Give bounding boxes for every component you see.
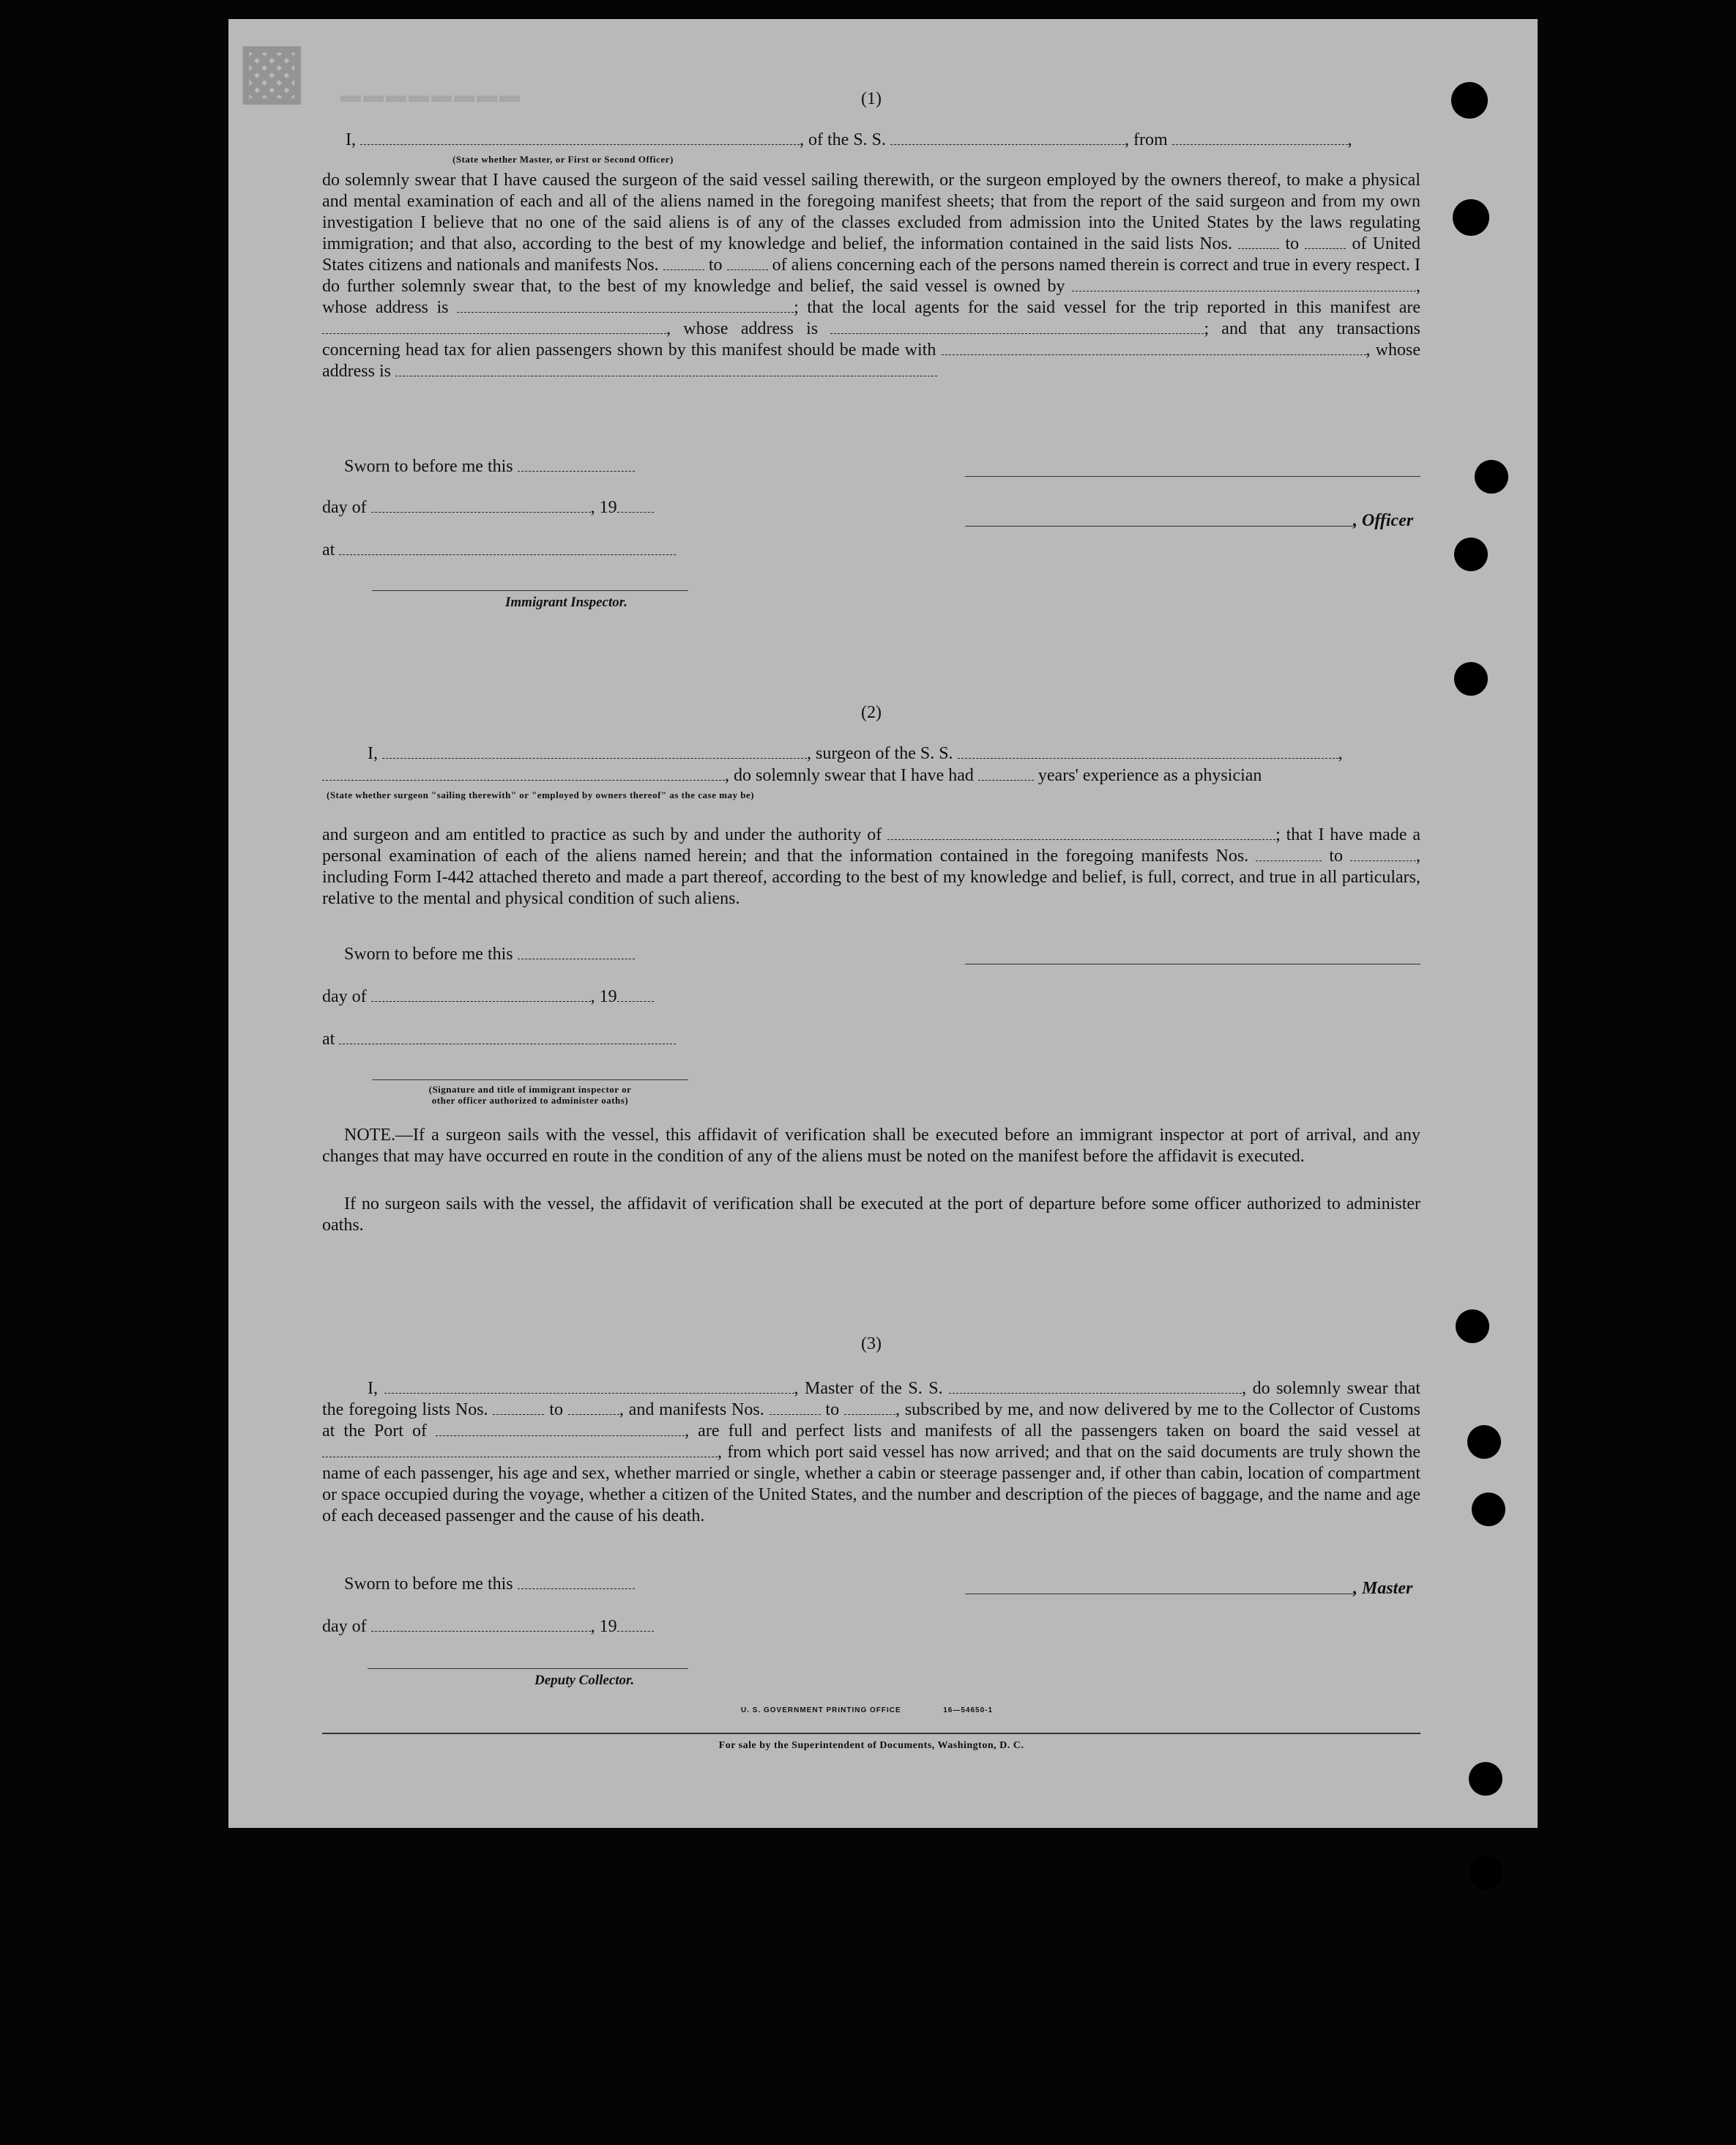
section-1-sworn-label: Sworn to before me this	[344, 457, 513, 476]
signature-caption-line-1: (Signature and title of immigrant inspector or	[428, 1084, 632, 1095]
surgeon-status-field[interactable]	[322, 767, 725, 781]
punch-hole	[1453, 199, 1489, 236]
section-1-at-field[interactable]	[339, 541, 676, 555]
practice-authority-field[interactable]	[887, 826, 1275, 840]
section-2-day-row	[322, 987, 654, 1007]
section-2-body-c: , including Form I-442 attached thereto and made a part thereof, according to the best of my knowledge and belief, is full, correct, and true in all particulars, relative to the mental and physical condition of such aliens.	[322, 847, 1421, 908]
punch-hole	[1469, 1856, 1502, 1889]
section-3-master-of: , Master of the S. S.	[794, 1379, 943, 1398]
section-1-body-c: of aliens concerning each of the persons named therein is correct and true in every respect. I do further solemnly swear that, to the best of my knowledge and belief, the said vessel is owned by	[322, 256, 1421, 296]
section-2-manifests-from-field[interactable]	[1256, 847, 1322, 861]
section-2-caption: (State whether surgeon "sailing therewith" or "employed by owners thereof" as the case may be)	[327, 789, 755, 800]
section-2-inspector-signature-line[interactable]	[372, 1079, 688, 1080]
bleed-through-text: ▬▬▬▬▬▬▬▬	[338, 83, 520, 106]
section-2-at-row	[322, 1030, 676, 1049]
section-2-body-b: that I have made a personal examination of each of the aliens named herein; and that the information contained in the foregoing manifests Nos.	[322, 825, 1421, 866]
section-1-year-field[interactable]	[617, 499, 654, 513]
section-2-header-line: I, , surgeon of the S. S. ,	[368, 744, 1343, 763]
note-text-1: —If a surgeon sails with the vessel, this affidavit of verification shall be executed before an immigrant inspector at port of arrival, and any changes that may have occurred en route in the condition of any of the aliens must be noted on the manifest before the affidavit is executed.	[322, 1126, 1420, 1166]
section-1-month-field[interactable]	[371, 499, 591, 513]
section-2-month-field[interactable]	[371, 988, 591, 1002]
section-2-manifests-to-field[interactable]	[1350, 847, 1416, 861]
section-3-sworn-day-field[interactable]	[518, 1575, 635, 1589]
punch-hole	[1475, 460, 1508, 494]
section-3-body-c: port said vessel has now arrived; and that on the said documents are truly shown the name of each passenger, his age and sex, whether married or single, whether a cabin or steerage passenger and, if other than cabin, location of compartment or space occupied during the voyage, whether a citizen of the United States, and the number and description of the pieces of baggage, and the name and age of each deceased passenger and the cause of his death.	[322, 1443, 1420, 1525]
section-1-body-b: of United States citizens and nationals and manifests Nos.	[322, 234, 1421, 275]
section-2-year-field[interactable]	[617, 988, 654, 1002]
section-3-swear-lists: swear that the foregoing lists Nos.	[322, 1379, 1421, 1419]
lists-to-field[interactable]	[1305, 235, 1346, 249]
deputy-collector-label: Deputy Collector.	[534, 1673, 635, 1688]
corner-stamp-mark: ▩	[237, 29, 316, 111]
section-1-body-d: ; that the local agents for the said vessel for the trip reported in this manifest are	[794, 298, 1420, 317]
punch-hole	[1467, 1425, 1501, 1459]
section-1-officer-line[interactable]	[965, 526, 1353, 527]
section-2-sworn-label: Sworn to before me this	[344, 945, 513, 964]
signature-caption-line-2: other officer authorized to administer oaths)	[431, 1095, 629, 1106]
section-1-body-e: , whose address is	[666, 319, 819, 338]
form-code: 16—54650-1	[943, 1706, 994, 1714]
section-3-day-row	[322, 1617, 654, 1637]
section-1-to-2: to	[708, 256, 723, 275]
section-2-signature-caption	[382, 1084, 678, 1106]
section-1-number: (1)	[861, 89, 882, 108]
section-3-to-2: to	[825, 1400, 840, 1419]
manifests-to-field[interactable]	[727, 256, 768, 270]
section-2-year-label: , 19	[590, 987, 617, 1006]
form-sheet	[228, 19, 1538, 1828]
section-3-and-manifests: , and manifests Nos.	[619, 1400, 764, 1419]
section-1-of-ss: , of the S. S.	[800, 130, 887, 149]
section-3-manifests-to-field[interactable]	[844, 1401, 895, 1415]
section-3-year-field[interactable]	[617, 1618, 654, 1632]
section-2-do-swear: , do solemnly swear that I have had	[725, 766, 974, 785]
boarding-port-field[interactable]	[322, 1443, 718, 1457]
section-1-whose-address-1: , whose address is	[322, 277, 1421, 317]
section-2-at-label: at	[322, 1030, 335, 1049]
section-1-header-line: I, , of the S. S. , from ,	[346, 130, 1352, 149]
agents-address-field[interactable]	[830, 320, 1204, 334]
section-1-at-row	[322, 540, 676, 560]
section-1-body	[322, 170, 1420, 382]
section-3-full-perfect: , are full and perfect lists and	[685, 1421, 916, 1440]
section-3-number: (3)	[861, 1334, 882, 1353]
section-2-note	[322, 1125, 1420, 1167]
vessel-name-field[interactable]	[890, 131, 1125, 145]
punch-hole	[1456, 1309, 1489, 1343]
manifests-from-field[interactable]	[663, 256, 704, 270]
section-1-whose-address-2: , whose address is	[322, 341, 1421, 381]
section-3-manifests-from-field[interactable]	[770, 1401, 821, 1415]
section-3-vessel-field[interactable]	[949, 1380, 1242, 1394]
section-1-sworn-row	[344, 457, 635, 477]
section-1-sworn-day-field[interactable]	[518, 458, 635, 472]
section-2-experience-line	[322, 766, 1420, 786]
head-tax-address-field[interactable]	[395, 363, 937, 376]
section-3-day-of-label: day of	[322, 1617, 367, 1636]
punch-hole	[1454, 538, 1488, 571]
section-3-subscribed: , subscribed by me, and now	[895, 1400, 1100, 1419]
surgeon-name-field[interactable]	[382, 745, 807, 759]
section-2-at-field[interactable]	[339, 1030, 676, 1044]
master-name-field[interactable]	[384, 1380, 794, 1394]
master-label: , Master	[1353, 1579, 1413, 1598]
port-of-collection-field[interactable]	[436, 1422, 685, 1436]
section-3-sworn-row	[344, 1575, 635, 1594]
punch-hole	[1472, 1492, 1505, 1526]
section-2-intro: I,	[368, 744, 378, 763]
immigrant-inspector-signature-line[interactable]	[372, 590, 688, 591]
section-2-body-a: and surgeon and am entitled to practice as such by and under the authority of	[322, 825, 882, 844]
punch-hole	[1451, 82, 1488, 119]
head-tax-party-field[interactable]	[942, 341, 1366, 355]
section-1-to-1: to	[1285, 234, 1300, 253]
printing-office-label	[741, 1706, 993, 1714]
for-sale-note: For sale by the Superintendent of Documents, Washington, D. C.	[718, 1740, 1024, 1751]
section-1-from: , from	[1125, 130, 1168, 149]
section-1-year-label: , 19	[590, 498, 617, 517]
section-3-body	[322, 1378, 1420, 1527]
officer-label: , Officer	[1353, 511, 1414, 530]
section-1-at-label: at	[322, 540, 335, 560]
section-2-note-2: If no surgeon sails with the vessel, the affidavit of verification shall be executed at the port of departure before some officer authorized to administer oaths.	[322, 1194, 1420, 1235]
section-1-officer-signature-line[interactable]	[965, 476, 1420, 477]
section-3-to-1: to	[549, 1400, 563, 1419]
section-2-vessel-field[interactable]	[958, 745, 1338, 759]
note-label: NOTE.	[344, 1126, 395, 1145]
section-3-sworn-label: Sworn to before me this	[344, 1575, 513, 1594]
vessel-owner-field[interactable]	[1072, 278, 1416, 291]
section-2-number: (2)	[861, 703, 882, 722]
section-3-do-solemnly: , do solemnly	[1242, 1379, 1341, 1398]
section-3-from-which: , from which	[718, 1443, 810, 1462]
section-2-years: years' experience as a physician	[1037, 766, 1262, 785]
section-1-intro: I,	[346, 130, 356, 149]
officer-name-field[interactable]	[360, 131, 800, 145]
immigrant-inspector-label: Immigrant Inspector.	[505, 595, 627, 610]
section-1-body-f: ; and that any transactions concerning head tax for alien passengers shown by this manifest should be made with	[322, 319, 1420, 360]
punch-hole	[1454, 662, 1488, 696]
owner-address-field[interactable]	[457, 299, 794, 313]
local-agents-field[interactable]	[322, 320, 666, 334]
section-3-body-a: delivered by me to the Collector of Customs at the Port of	[322, 1400, 1420, 1440]
section-2-day-of-label: day of	[322, 987, 367, 1006]
section-3-intro: I,	[368, 1379, 378, 1398]
section-2-sworn-day-field[interactable]	[518, 945, 635, 959]
years-experience-field[interactable]	[978, 767, 1034, 781]
section-2-sworn-row	[344, 945, 635, 964]
footer-rule	[322, 1733, 1420, 1734]
section-2-surgeon-of: , surgeon of the S. S.	[807, 744, 953, 763]
section-1-day-row	[322, 498, 654, 518]
from-port-field[interactable]	[1172, 131, 1348, 145]
deputy-collector-signature-line[interactable]	[368, 1668, 688, 1669]
section-1-day-of-label: day of	[322, 498, 367, 517]
lists-from-field[interactable]	[1238, 235, 1279, 249]
section-1-caption: (State whether Master, or First or Second Officer)	[452, 154, 674, 165]
section-2-body: and surgeon and am entitled to practice as such by and under the authority of ; that I have made a personal examination of each of the aliens named herein; and that the information contained in the foregoing manifests Nos. to , including Form I-442 attached thereto and made a part thereof, according to the best of my knowledge and belief, is full, correct, and true in all particulars, relative to the mental and physical condition of such aliens.	[322, 825, 1421, 908]
section-1-body-a: do solemnly swear that I have caused the surgeon of the said vessel sailing therewith, or the surgeon employed by the owners thereof, to make a physical and mental examination of each and all of the aliens named in the foregoing manifest sheets; that from the report of the said surgeon and from my own investigation I believe that no one of the said aliens is of any of the classes excluded from admission into the United States by the laws regulating immigration; and that also, according to the best of my knowledge and belief, the information contained in the said lists Nos.	[322, 171, 1420, 253]
section-3-lists-from-field[interactable]	[493, 1401, 544, 1415]
punch-hole	[1469, 1762, 1502, 1796]
printing-office-text: U. S. GOVERNMENT PRINTING OFFICE	[741, 1706, 901, 1714]
section-3-lists-to-field[interactable]	[568, 1401, 619, 1415]
section-3-body-b: manifests of all the passengers taken on board the said vessel at	[925, 1421, 1421, 1440]
section-3-year-label: , 19	[590, 1617, 617, 1636]
section-3-month-field[interactable]	[371, 1618, 591, 1632]
section-2-to: to	[1329, 847, 1343, 866]
